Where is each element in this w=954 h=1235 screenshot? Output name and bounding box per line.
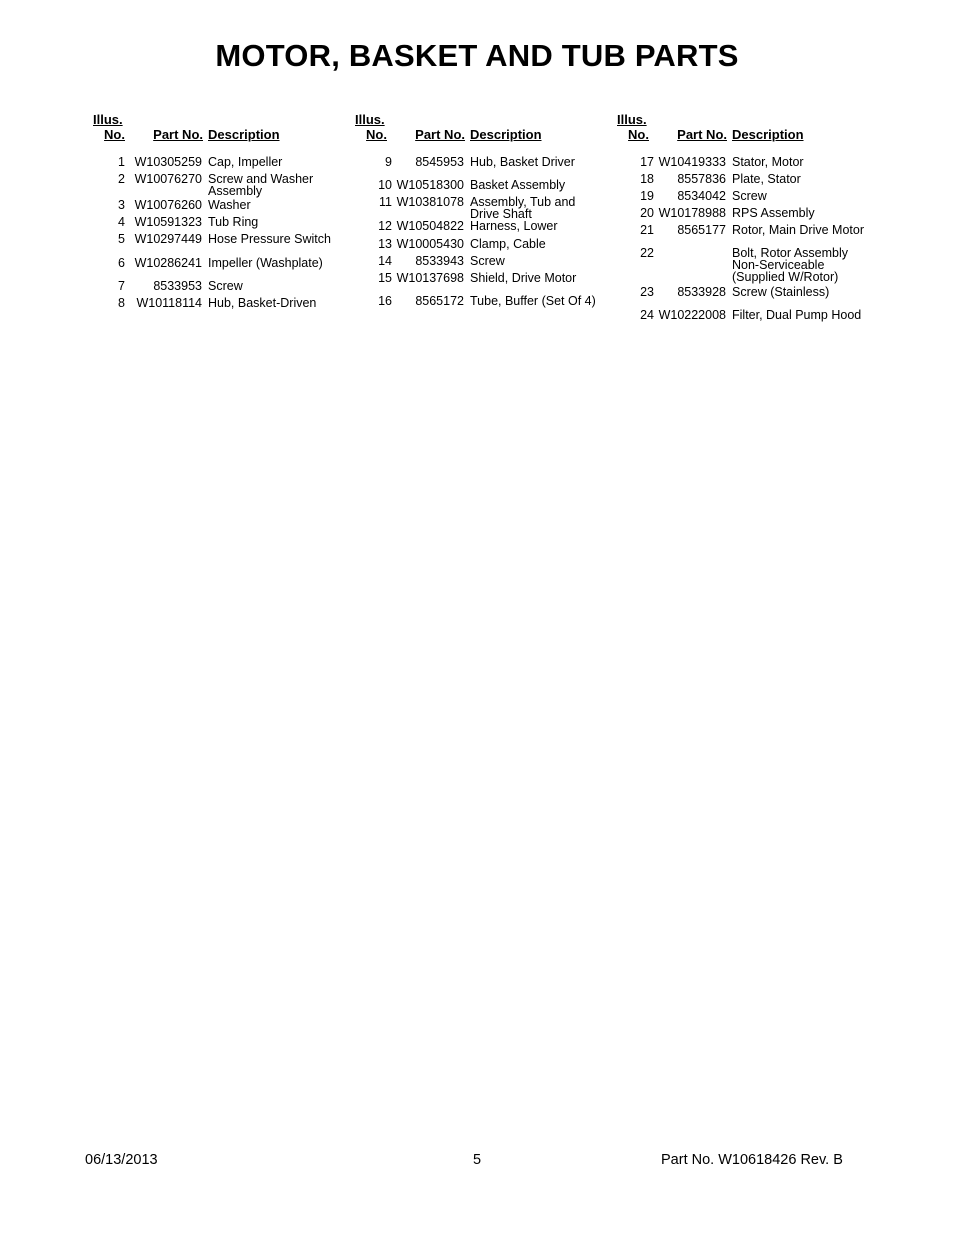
parts-column-2 (355, 0, 625, 340)
part-number: W10222008 (658, 308, 726, 322)
illus-number: 11 (379, 195, 392, 209)
part-description: Cap, Impeller (208, 155, 283, 169)
illus-no-header (355, 112, 387, 142)
illus-number: 5 (118, 232, 125, 246)
part-number: W10305259 (134, 155, 202, 169)
part-description: Screw and Washer Assembly (208, 172, 314, 198)
part-description: Screw (208, 279, 243, 293)
part-description: Tub Ring (208, 215, 259, 229)
description-header: Description (470, 127, 542, 142)
page-title: MOTOR, BASKET AND TUB PARTS (215, 38, 739, 73)
part-number: W10419333 (658, 155, 726, 169)
part-description: Bolt, Rotor Assembly Non-Serviceable (Supplied W/Rotor) (732, 246, 849, 284)
description-header: Description (208, 127, 280, 142)
part-number: W10518300 (396, 178, 464, 192)
illus-number: 24 (640, 308, 654, 322)
part-no-header: Part No. (677, 127, 727, 142)
illus-number: 21 (640, 223, 654, 237)
part-number: W10381078 (396, 195, 464, 209)
part-number: W10297449 (134, 232, 202, 246)
illus-number: 18 (640, 172, 654, 186)
part-description: Plate, Stator (732, 172, 801, 186)
part-number: W10005430 (396, 237, 464, 251)
part-number: 8533943 (415, 254, 464, 268)
part-description: Tube, Buffer (Set Of 4) (470, 294, 596, 308)
illus-no-header (93, 112, 125, 142)
part-no-header: Part No. (153, 127, 203, 142)
part-number: 8545953 (415, 155, 464, 169)
illus-header-line1: Illus. (617, 112, 647, 127)
illus-number: 19 (640, 189, 654, 203)
illus-header-line1: Illus. (93, 112, 123, 127)
illus-number: 6 (118, 256, 125, 270)
part-description: Hub, Basket Driver (470, 155, 575, 169)
illus-number: 15 (378, 271, 392, 285)
illus-number: 23 (640, 285, 654, 299)
illus-no-header (617, 112, 649, 142)
part-description: Filter, Dual Pump Hood (732, 308, 862, 322)
footer-document-part-number: Part No. W10618426 Rev. B (661, 1152, 843, 1168)
illus-number: 13 (378, 237, 392, 251)
part-number: W10118114 (136, 296, 202, 310)
illus-number: 17 (640, 155, 654, 169)
part-description: Screw (Stainless) (732, 285, 830, 299)
part-number: 8533953 (153, 279, 202, 293)
illus-header-line2: No. (104, 127, 125, 142)
illus-number: 10 (378, 178, 392, 192)
part-description: Rotor, Main Drive Motor (732, 223, 864, 237)
illus-header-line2: No. (366, 127, 387, 142)
part-description: Assembly, Tub and Drive Shaft (470, 195, 576, 221)
illus-number: 7 (118, 279, 125, 293)
illus-header-line1: Illus. (355, 112, 385, 127)
part-description: Screw (732, 189, 767, 203)
part-number: W10076270 (134, 172, 202, 186)
illus-number: 12 (378, 219, 392, 233)
parts-column-1 (93, 0, 363, 340)
part-description: Harness, Lower (470, 219, 558, 233)
illus-number: 2 (118, 172, 125, 186)
part-number: W10504822 (396, 219, 464, 233)
part-number: 8533928 (677, 285, 726, 299)
footer-page-number: 5 (473, 1152, 482, 1168)
part-description: Screw (470, 254, 505, 268)
part-description: Impeller (Washplate) (208, 256, 323, 270)
part-number: W10076260 (134, 198, 202, 212)
part-number: W10178988 (658, 206, 726, 220)
footer-date: 06/13/2013 (85, 1152, 158, 1168)
illus-number: 1 (118, 155, 125, 169)
illus-number: 14 (378, 254, 392, 268)
illus-number: 9 (385, 155, 392, 169)
part-number: 8534042 (677, 189, 726, 203)
part-number: 8557836 (677, 172, 726, 186)
part-no-header: Part No. (415, 127, 465, 142)
part-number: W10591323 (134, 215, 202, 229)
part-number: W10137698 (396, 271, 464, 285)
part-description: RPS Assembly (732, 206, 815, 220)
illus-number: 20 (640, 206, 654, 220)
part-description: Hub, Basket-Driven (208, 296, 317, 310)
illus-number: 3 (118, 198, 125, 212)
part-description: Hose Pressure Switch (208, 232, 331, 246)
description-header: Description (732, 127, 804, 142)
parts-column-3 (617, 0, 887, 340)
illus-number: 22 (640, 246, 654, 260)
illus-number: 4 (118, 215, 125, 229)
part-description: Shield, Drive Motor (470, 271, 577, 285)
illus-header-line2: No. (628, 127, 649, 142)
part-description: Clamp, Cable (470, 237, 546, 251)
part-number: W10286241 (134, 256, 202, 270)
part-number: 8565177 (677, 223, 726, 237)
illus-number: 16 (378, 294, 392, 308)
part-description: Washer (208, 198, 251, 212)
part-description: Stator, Motor (732, 155, 804, 169)
illus-number: 8 (118, 296, 125, 310)
part-number: 8565172 (415, 294, 464, 308)
part-description: Basket Assembly (470, 178, 566, 192)
